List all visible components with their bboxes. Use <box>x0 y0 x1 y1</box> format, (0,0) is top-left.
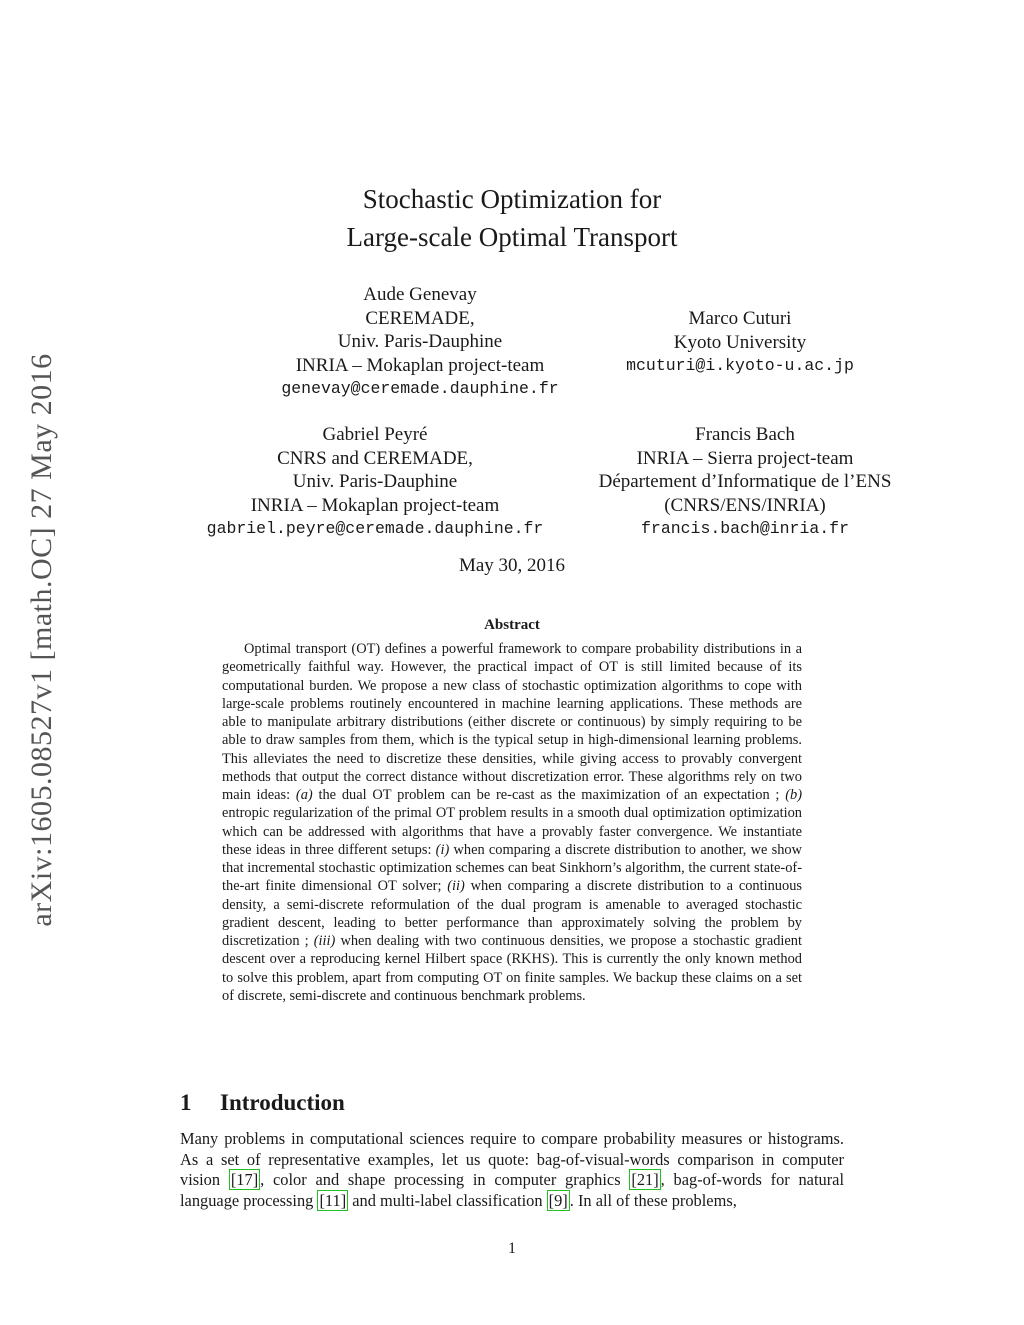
abstract-item-marker: (b) <box>785 787 802 803</box>
title-line-2: Large-scale Optimal Transport <box>346 222 678 252</box>
author-name: Marco Cuturi <box>688 308 792 329</box>
publication-date: May 30, 2016 <box>458 555 566 576</box>
citation-link[interactable]: [9] <box>548 1190 568 1210</box>
paper-title <box>0 180 1024 256</box>
author-affiliation: CNRS and CEREMADE, <box>277 447 473 469</box>
author-email: genevay@ceremade.dauphine.fr <box>281 379 559 398</box>
abstract-text: when dealing with two continuous densities, we propose a stochastic gradient descent over a reproducing kernel Hilbert space (RKHS). This is currently the only known method to solve this problem, apart from computing OT on finite samples. We backup these claims on a set of discrete, semi-discrete and continuous benchmark problems. <box>222 933 802 1004</box>
abstract-item-marker: (iii) <box>313 933 336 949</box>
abstract-item-marker: (ii) <box>447 878 465 895</box>
abstract-text: when comparing a discrete distribution to a continuous density, a semi-discrete reformulation of the dual program is amenable to averaged stochastic gradient descent, leading to better performance than approximately solving the problem by discretization ; <box>222 878 802 949</box>
section-number: 1 <box>180 1090 192 1115</box>
author-name: Francis Bach <box>695 424 795 445</box>
abstract-body <box>222 640 802 1005</box>
author-affiliation: INRIA – Mokaplan project-team <box>250 494 500 516</box>
intro-text: , color and shape processing in computer graphics <box>260 1170 630 1189</box>
introduction-paragraph <box>180 1129 844 1211</box>
abstract-heading: Abstract <box>484 617 540 633</box>
author-affiliation: Département d’Informatique de l’ENS <box>598 471 892 492</box>
author-email: gabriel.peyre@ceremade.dauphine.fr <box>206 519 544 538</box>
abstract-text: Optimal transport (OT) defines a powerful framework to compare probability distributions in a geometrically faithful way. However, the practical impact of OT is still limited because of its computational burden. We propose a new class of stochastic optimization algorithms to cope with large-scale problems routinely encountered in machine learning applications. These methods are able to manipulate arbitrary distributions (either discrete or continuous) by simply requiring to be able to draw samples from them, which is the typical setup in high-dimensional learning problems. This alleviates the need to discretize these densities, while giving access to provably convergent methods that output the correct distance without discretization error. These algorithms rely on two main ideas: <box>222 641 802 803</box>
author-block-genevay <box>260 283 580 401</box>
author-affiliation: (CNRS/ENS/INRIA) <box>664 494 826 516</box>
abstract-item-marker: (i) <box>435 841 450 858</box>
author-affiliation: Kyoto University <box>673 331 807 353</box>
author-email: francis.bach@inria.fr <box>641 519 849 538</box>
title-line-1: Stochastic Optimization for <box>362 184 662 214</box>
author-block-peyre <box>180 423 570 541</box>
abstract-text: the dual OT problem can be re-cast as the maximization of an expectation ; <box>312 787 786 803</box>
author-affiliation: CEREMADE, <box>365 307 475 329</box>
intro-text: , bag-of-words for natural language processing <box>180 1170 844 1210</box>
abstract-text: entropic regularization of the primal OT problem results in a smooth dual optimization optimization which can be addressed with algorithms that have a provably faster convergence. We instantiate these ideas in three different setups: <box>222 805 802 858</box>
arxiv-identifier: arXiv:1605.08527v1 [math.OC] 27 May 2016 <box>25 353 58 927</box>
author-affiliation: Univ. Paris-Dauphine <box>337 331 503 352</box>
author-affiliation: INRIA – Mokaplan project-team <box>295 354 545 376</box>
author-name: Gabriel Peyré <box>322 424 428 445</box>
author-name: Aude Genevay <box>363 284 477 305</box>
author-affiliation: Univ. Paris-Dauphine <box>292 471 458 492</box>
intro-text: Many problems in computational sciences require to compare probability measures or histograms. As a set of representative examples, let us quote: bag-of-visual-words comparison in computer vision <box>180 1129 844 1189</box>
citation-link[interactable]: [17] <box>230 1170 259 1189</box>
author-block-bach <box>550 423 940 541</box>
intro-text: . In all of these problems, <box>569 1190 737 1210</box>
abstract-item-marker: (a) <box>295 787 313 803</box>
section-heading-introduction <box>180 1090 345 1116</box>
author-block-cuturi <box>560 307 920 378</box>
abstract-text: when comparing a discrete distribution to another, we show that incremental stochastic optimization schemes can beat Sinkhorn’s algorithm, the current state-of-the-art finite dimensional OT solver; <box>222 841 802 895</box>
page-number: 1 <box>508 1240 516 1257</box>
intro-text: and multi-label classification <box>348 1190 547 1210</box>
section-title: Introduction <box>220 1090 345 1115</box>
citation-link[interactable]: [21] <box>631 1170 659 1189</box>
author-affiliation: INRIA – Sierra project-team <box>636 447 854 469</box>
citation-link[interactable]: [11] <box>319 1190 347 1210</box>
author-email: mcuturi@i.kyoto-u.ac.jp <box>626 356 854 375</box>
